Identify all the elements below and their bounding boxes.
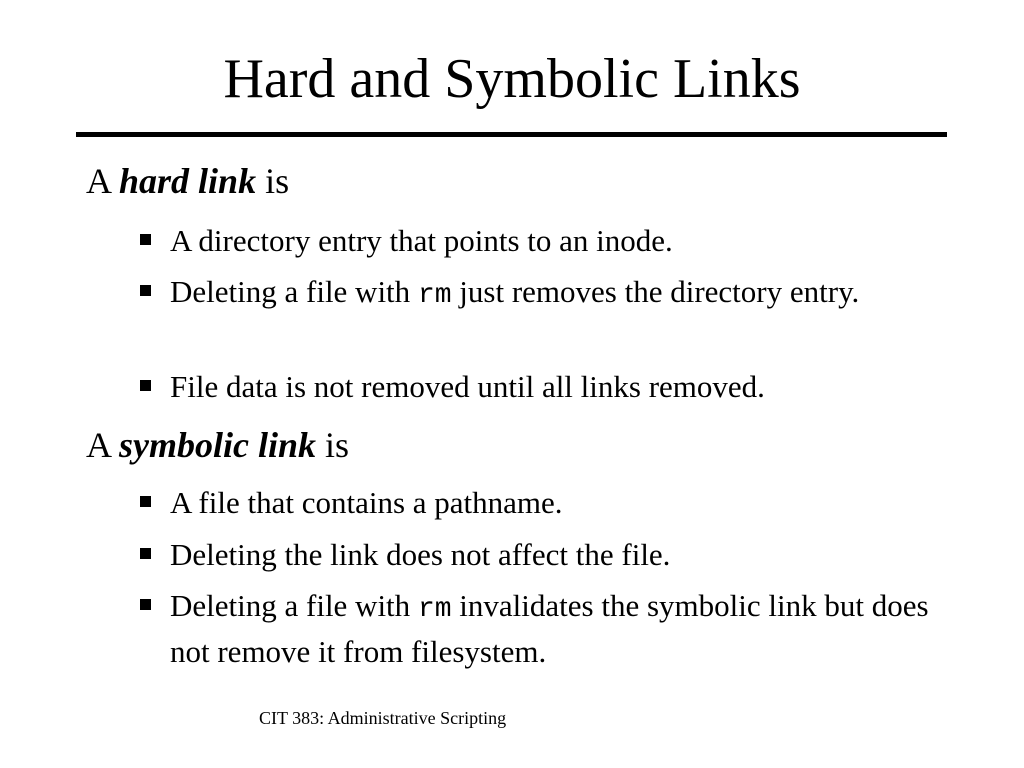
bullet-text: Deleting the link does not affect the file. [170, 537, 671, 572]
heading-suffix: is [325, 425, 350, 465]
bullet-text: A directory entry that points to an inode. [170, 223, 673, 258]
bullet-text: invalidates the symbolic link but does not remove it from filesystem. [170, 588, 929, 669]
symbolic-link-heading [86, 424, 349, 466]
square-bullet-icon [140, 285, 151, 296]
rm-command: rm [417, 594, 452, 625]
rm-command: rm [417, 280, 452, 311]
heading-prefix: A [86, 161, 111, 201]
symbolic-link-term: symbolic link [119, 425, 317, 465]
bullet-text: just removes the directory entry. [459, 274, 860, 309]
square-bullet-icon [140, 380, 151, 391]
bullet-item [170, 534, 950, 576]
bullet-item [170, 366, 950, 408]
hard-link-term: hard link [119, 161, 257, 201]
heading-prefix: A [86, 425, 111, 465]
bullet-item [170, 482, 950, 524]
square-bullet-icon [140, 599, 151, 610]
square-bullet-icon [140, 496, 151, 507]
square-bullet-icon [140, 548, 151, 559]
bullet-text: Deleting a file with [170, 588, 411, 623]
bullet-item [170, 271, 950, 317]
heading-suffix: is [265, 161, 290, 201]
bullet-item [170, 220, 950, 262]
bullet-text: File data is not removed until all links removed. [170, 369, 765, 404]
square-bullet-icon [140, 234, 151, 245]
bullet-item [170, 585, 950, 673]
bullet-text: A file that contains a pathname. [170, 485, 563, 520]
bullet-text: Deleting a file with [170, 274, 411, 309]
title-underline [76, 132, 947, 137]
slide-title: Hard and Symbolic Links [223, 48, 801, 110]
slide-footer: CIT 383: Administrative Scripting [259, 708, 507, 728]
hard-link-heading [86, 160, 289, 202]
